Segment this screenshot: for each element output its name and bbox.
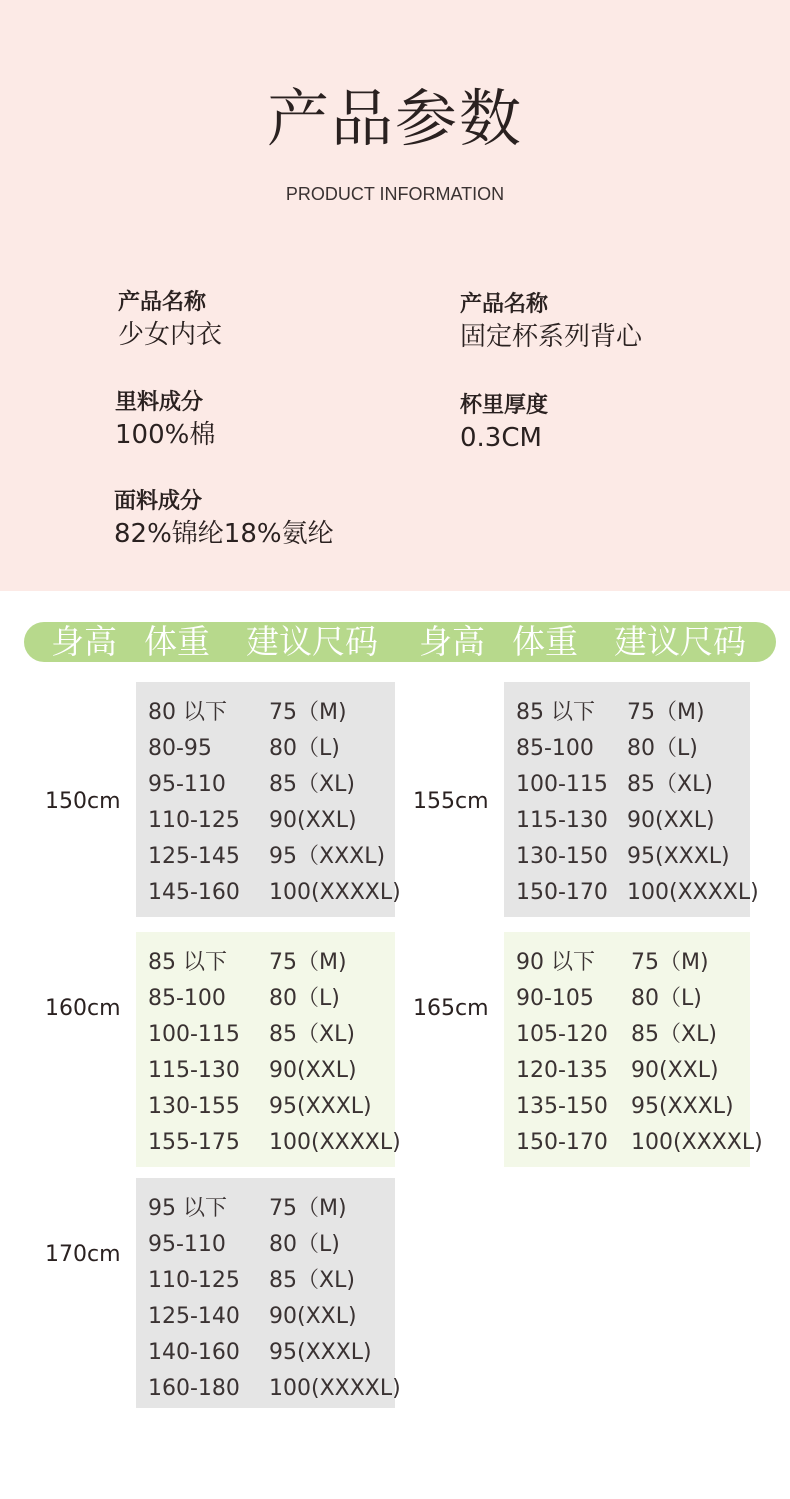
param-value: 固定杯系列背心: [460, 322, 643, 352]
weight-cell: 110-125: [148, 1268, 240, 1293]
param-lining: [115, 388, 215, 452]
size-cell: 85（XL): [269, 772, 355, 797]
header-height: 身高: [419, 622, 485, 661]
weight-cell: 150-170: [516, 880, 608, 905]
param-series-name: [460, 290, 642, 354]
size-cell: 80（L): [627, 736, 698, 761]
param-label: 面料成分: [114, 489, 203, 514]
size-cell: 95(XXXL): [269, 1340, 372, 1365]
size-table: [136, 682, 401, 917]
product-info-section: [0, 0, 790, 591]
height-label: 160cm: [45, 996, 121, 1021]
weight-cell: 120-135: [516, 1058, 608, 1083]
weight-cell: 100-115: [516, 772, 608, 797]
size-cell: 75（M): [631, 950, 709, 975]
weight-cell: 155-175: [148, 1130, 240, 1155]
size-table: [136, 1178, 401, 1408]
header-size: 建议尺码: [614, 622, 746, 661]
size-table: [504, 682, 759, 917]
param-label: 产品名称: [118, 290, 207, 315]
param-value: 0.3CM: [460, 423, 542, 453]
param-label: 产品名称: [460, 292, 549, 317]
weight-cell: 110-125: [148, 808, 240, 833]
weight-cell: 90-105: [516, 986, 594, 1011]
size-cell: 90(XXL): [269, 808, 357, 833]
weight-cell: 85-100: [148, 986, 226, 1011]
weight-cell: 160-180: [148, 1376, 240, 1401]
param-label: 杯里厚度: [460, 393, 549, 418]
weight-cell: 105-120: [516, 1022, 608, 1047]
size-cell: 75（M): [269, 1196, 347, 1221]
size-cell: 100(XXXXL): [627, 880, 759, 905]
size-cell: 85（XL): [627, 772, 713, 797]
size-cell: 95(XXXL): [631, 1094, 734, 1119]
param-fabric: [114, 487, 334, 551]
size-cell: 95(XXXL): [627, 844, 730, 869]
size-cell: 85（XL): [269, 1022, 355, 1047]
weight-cell: 125-140: [148, 1304, 240, 1329]
weight-cell: 85 以下: [148, 950, 227, 975]
size-cell: 85（XL): [269, 1268, 355, 1293]
size-cell: 95（XXXL): [269, 844, 386, 869]
height-label: 170cm: [45, 1242, 121, 1267]
weight-cell: 125-145: [148, 844, 240, 869]
weight-cell: 100-115: [148, 1022, 240, 1047]
size-cell: 80（L): [269, 736, 340, 761]
param-cup-thickness: [460, 391, 548, 455]
weight-cell: 95-110: [148, 1232, 226, 1257]
size-cell: 80（L): [269, 1232, 340, 1257]
size-cell: 90(XXL): [631, 1058, 719, 1083]
size-chart-header: [24, 622, 776, 662]
size-cell: 80（L): [631, 986, 702, 1011]
size-cell: 75（M): [627, 700, 705, 725]
weight-cell: 95 以下: [148, 1196, 227, 1221]
height-label: 150cm: [45, 789, 121, 814]
size-cell: 100(XXXXL): [269, 1130, 401, 1155]
weight-cell: 85-100: [516, 736, 594, 761]
weight-cell: 115-130: [148, 1058, 240, 1083]
size-cell: 100(XXXXL): [631, 1130, 763, 1155]
weight-cell: 80-95: [148, 736, 212, 761]
size-cell: 100(XXXXL): [269, 880, 401, 905]
weight-cell: 85 以下: [516, 700, 595, 725]
weight-cell: 115-130: [516, 808, 608, 833]
weight-cell: 150-170: [516, 1130, 608, 1155]
param-product-name: [118, 288, 222, 352]
weight-cell: 95-110: [148, 772, 226, 797]
weight-cell: 130-155: [148, 1094, 240, 1119]
param-value: 82%锦纶18%氨纶: [114, 519, 334, 549]
weight-cell: 90 以下: [516, 950, 595, 975]
param-value: 100%棉: [115, 420, 216, 450]
size-table: [136, 932, 401, 1167]
height-label: 165cm: [413, 996, 489, 1021]
weight-cell: 140-160: [148, 1340, 240, 1365]
weight-cell: 130-150: [516, 844, 608, 869]
weight-cell: 145-160: [148, 880, 240, 905]
size-cell: 75（M): [269, 950, 347, 975]
size-cell: 90(XXL): [269, 1058, 357, 1083]
size-cell: 95(XXXL): [269, 1094, 372, 1119]
size-table: [504, 932, 763, 1167]
param-label: 里料成分: [115, 390, 204, 415]
size-cell: 80（L): [269, 986, 340, 1011]
page-subtitle: PRODUCT INFORMATION: [285, 184, 505, 204]
header-weight: 体重: [512, 622, 578, 661]
param-value: 少女内衣: [118, 320, 223, 350]
size-cell: 85（XL): [631, 1022, 717, 1047]
header-height: 身高: [51, 622, 117, 661]
size-cell: 90(XXL): [627, 808, 715, 833]
header-size: 建议尺码: [246, 622, 378, 661]
size-cell: 75（M): [269, 700, 347, 725]
size-cell: 100(XXXXL): [269, 1376, 401, 1401]
page-title: 产品参数: [266, 82, 523, 155]
header-weight: 体重: [144, 622, 210, 661]
height-label: 155cm: [413, 789, 489, 814]
weight-cell: 80 以下: [148, 700, 227, 725]
weight-cell: 135-150: [516, 1094, 608, 1119]
size-cell: 90(XXL): [269, 1304, 357, 1329]
